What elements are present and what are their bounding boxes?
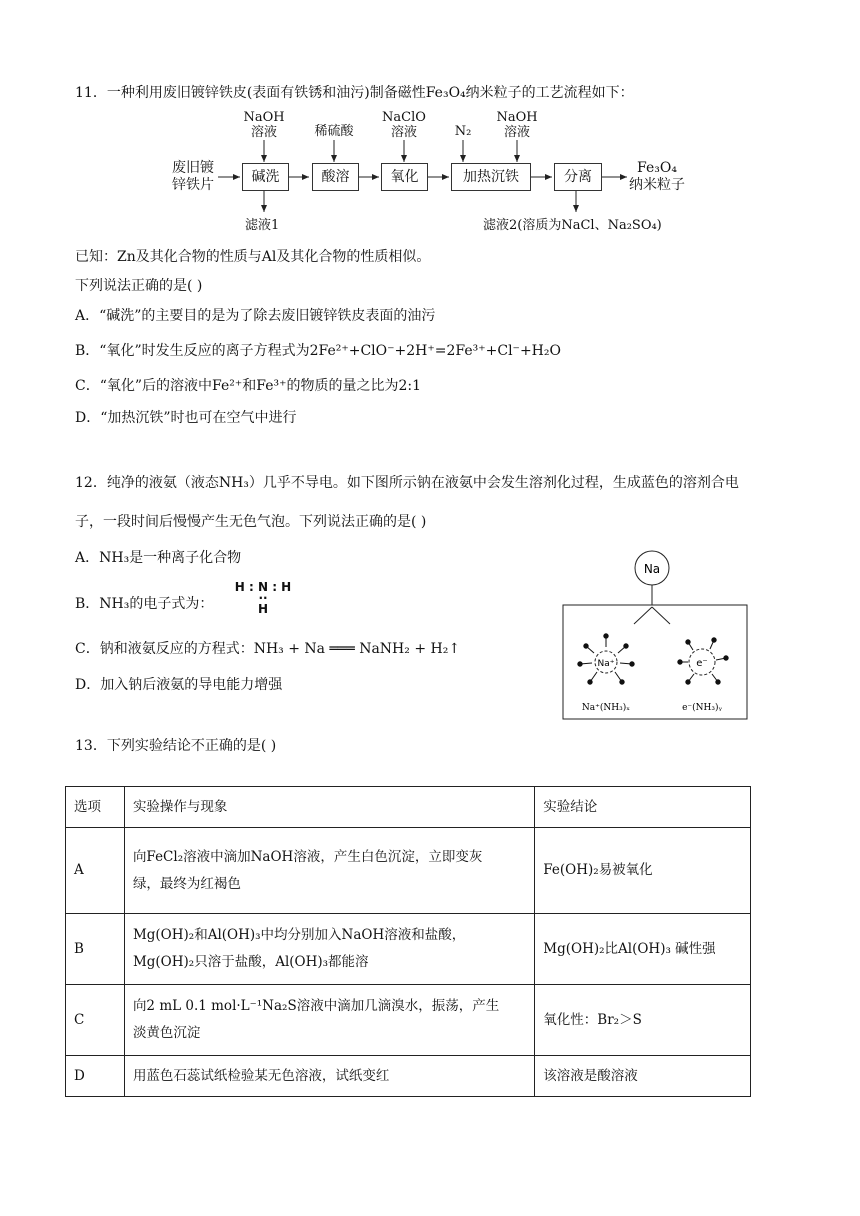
- flow-step-oxidize: 氧化: [381, 163, 428, 191]
- electron-solvated-label: e⁻(NH₃)ᵧ: [682, 703, 722, 713]
- electron-label: e⁻: [696, 658, 708, 669]
- flow-input-n2: N₂: [454, 124, 472, 139]
- row-operation: 用蓝色石蕊试纸检验某无色溶液，试纸变红: [124, 1056, 534, 1097]
- q11-option-d: D．“加热沉铁”时也可在空气中进行: [75, 410, 297, 426]
- row-option: C: [66, 985, 125, 1056]
- table-row: [66, 1056, 751, 1097]
- flow-step-separate: 分离: [554, 163, 602, 191]
- row-conclusion: Fe(OH)₂易被氧化: [535, 828, 751, 914]
- header-operation: 实验操作与现象: [124, 787, 534, 828]
- experiment-table: [65, 786, 751, 1097]
- q11-stem: 11．一种利用废旧镀锌铁皮(表面有铁锈和油污)制备磁性Fe₃O₄纳米粒子的工艺流程如下：: [75, 85, 634, 101]
- row-operation: Mg(OH)₂和Al(OH)₃中均分别加入NaOH溶液和盐酸， Mg(OH)₂只溶于盐酸，Al(OH)₃都能溶: [124, 914, 534, 985]
- header-option: 选项: [66, 787, 125, 828]
- flow-filtrate-2: 滤液2(溶质为NaCl、Na₂SO₄): [483, 218, 662, 233]
- q12-option-b: B．NH₃的电子式为：: [75, 596, 214, 612]
- na-cation-label: Na⁺: [597, 659, 615, 669]
- table-row: [66, 914, 751, 985]
- diagram-frame: [563, 605, 747, 719]
- row-conclusion: 氧化性：Br₂＞S: [535, 985, 751, 1056]
- flow-product: Fe₃O₄ 纳米粒子: [629, 160, 685, 193]
- flow-input-naclo: NaClO 溶液: [382, 110, 426, 140]
- q11-option-a: A．“碱洗”的主要目的是为了除去废旧镀锌铁皮表面的油污: [75, 308, 436, 324]
- flow-input-naoh-2: NaOH 溶液: [496, 110, 538, 140]
- row-operation: 向2 mL 0.1 mol·L⁻¹Na₂S溶液中滴加几滴溴水，振荡，产生 淡黄色沉淀: [124, 985, 534, 1056]
- flow-start: 废旧镀 锌铁片: [172, 160, 214, 193]
- q12-stem-line2: 子，一段时间后慢慢产生无色气泡。下列说法正确的是( ): [75, 514, 427, 530]
- q12-option-a: A．NH₃是一种离子化合物: [75, 550, 242, 566]
- header-conclusion: 实验结论: [535, 787, 751, 828]
- row-option: B: [66, 914, 125, 985]
- flow-step-alkali-wash: 碱洗: [242, 163, 289, 191]
- table-row: [66, 828, 751, 914]
- na-solvated-label: Na⁺(NH₃)ₓ: [581, 703, 631, 713]
- flow-step-heat-precipitate: 加热沉铁: [451, 163, 531, 191]
- row-conclusion: 该溶液是酸溶液: [535, 1056, 751, 1097]
- solvation-diagram: [560, 550, 750, 720]
- flow-step-acid-dissolve: 酸溶: [312, 163, 359, 191]
- flow-filtrate-1: 滤液1: [245, 218, 280, 233]
- q13-stem: 13．下列实验结论不正确的是( ): [75, 738, 277, 754]
- q12-stem-line1: 12．纯净的液氨（液态NH₃）几乎不导电。如下图所示钠在液氨中会发生溶剂化过程，生成蓝色的溶剂合电: [75, 475, 739, 491]
- table-header-row: [66, 787, 751, 828]
- q12-option-d: D．加入钠后液氨的导电能力增强: [75, 677, 283, 693]
- row-operation: 向FeCl₂溶液中滴加NaOH溶液，产生白色沉淀，立即变灰 绿，最终为红褐色: [124, 828, 534, 914]
- row-option: A: [66, 828, 125, 914]
- table-row: [66, 985, 751, 1056]
- flow-input-naoh-1: NaOH 溶液: [243, 110, 285, 140]
- q11-option-c: C．“氧化”后的溶液中Fe²⁺和Fe³⁺的物质的量之比为2:1: [75, 378, 422, 394]
- q11-option-b: B．“氧化”时发生反应的离子方程式为2Fe²⁺+ClO⁻+2H⁺=2Fe³⁺+Cl⁻+H₂O: [75, 343, 561, 359]
- row-option: D: [66, 1056, 125, 1097]
- na-atom-label: Na: [643, 562, 661, 576]
- q11-question: 下列说法正确的是( ): [75, 278, 203, 294]
- q12-option-c: C．钠和液氨反应的方程式：NH₃ + Na ═══ NaNH₂ + H₂↑: [75, 641, 461, 657]
- row-conclusion: Mg(OH)₂比Al(OH)₃ 碱性强: [535, 914, 751, 985]
- q11-known: 已知：Zn及其化合物的性质与Al及其化合物的性质相似。: [75, 249, 431, 265]
- flow-input-dilute-h2so4: 稀硫酸: [314, 124, 354, 139]
- nh3-electron-formula: H : N : H ·· H: [234, 580, 292, 616]
